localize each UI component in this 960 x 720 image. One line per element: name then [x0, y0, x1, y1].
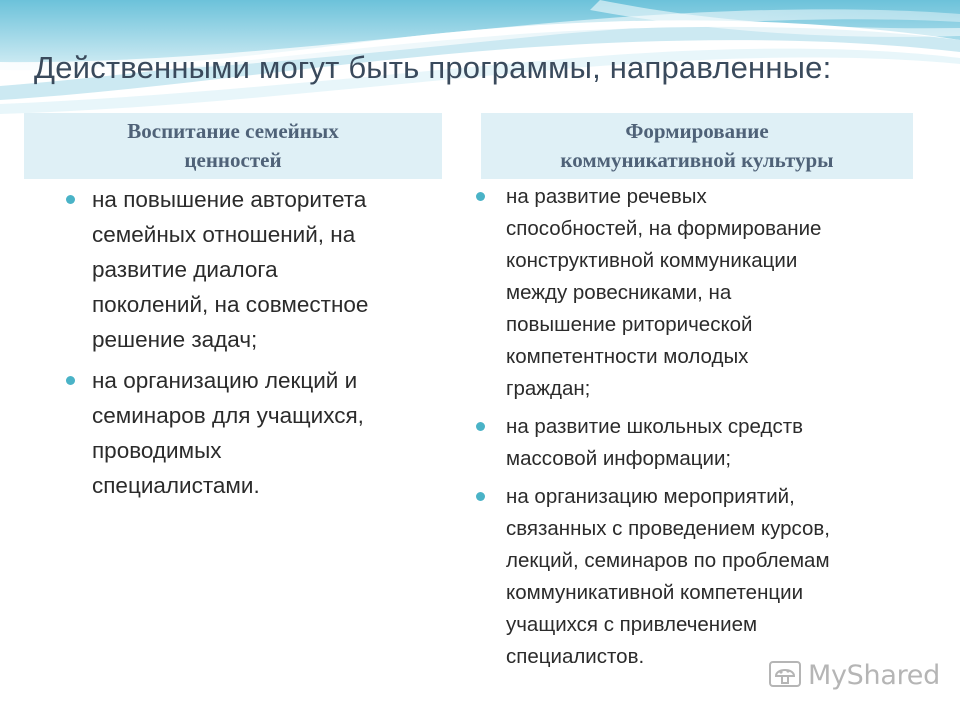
item-line: поколений, на совместное — [92, 292, 369, 317]
item-line: специалистами. — [92, 473, 260, 498]
list-item — [476, 411, 946, 475]
item-line: развитие диалога — [92, 257, 278, 282]
heading-line: Формирование — [625, 119, 769, 143]
heading-line: Воспитание семейных — [127, 119, 339, 143]
item-line: повышение риторической — [506, 313, 753, 336]
bullet-dot-icon — [476, 492, 485, 501]
item-line: на организацию мероприятий, — [506, 485, 795, 508]
item-line: связанных с проведением курсов, — [506, 517, 831, 540]
list-item — [66, 363, 456, 503]
list-item — [476, 481, 946, 673]
item-line: учащихся с привлечением — [506, 613, 758, 636]
item-line: проводимых — [92, 438, 222, 463]
item-line: семейных отношений, на — [92, 222, 356, 247]
bullet-dot-icon — [66, 195, 75, 204]
item-line: граждан; — [506, 377, 591, 400]
bullet-dot-icon — [66, 376, 75, 385]
column-heading-family-values — [24, 113, 442, 179]
heading-line: коммуникативной культуры — [560, 148, 834, 172]
list-item — [476, 181, 946, 405]
item-line: коммуникативной компетенции — [506, 581, 804, 604]
watermark-text: MyShared — [808, 659, 940, 691]
heading-line: ценностей — [184, 148, 282, 172]
item-line: между ровесниками, на — [506, 281, 732, 304]
myshared-watermark — [768, 657, 940, 693]
column-heading-communication-culture — [481, 113, 913, 179]
item-line: на развитие школьных средств — [506, 415, 803, 438]
item-line: способностей, на формирование — [506, 217, 822, 240]
item-line: на повышение авторитета — [92, 187, 367, 212]
list-item — [66, 182, 456, 357]
bullet-list-right — [476, 181, 946, 679]
bullet-dot-icon — [476, 422, 485, 431]
item-line: конструктивной коммуникации — [506, 249, 798, 272]
item-line: на развитие речевых — [506, 185, 707, 208]
item-line: массовой информации; — [506, 447, 732, 470]
item-line: на организацию лекций и — [92, 368, 358, 393]
item-line: семинаров для учащихся, — [92, 403, 364, 428]
item-line: решение задач; — [92, 327, 258, 352]
bullet-dot-icon — [476, 192, 485, 201]
mushroom-logo-icon — [768, 658, 802, 692]
bullet-list-left — [66, 182, 456, 509]
slide-title: Действенными могут быть программы, направленные: — [34, 50, 832, 85]
item-line: лекций, семинаров по проблемам — [506, 549, 830, 572]
item-line: специалистов. — [506, 645, 645, 668]
item-line: компетентности молодых — [506, 345, 749, 368]
